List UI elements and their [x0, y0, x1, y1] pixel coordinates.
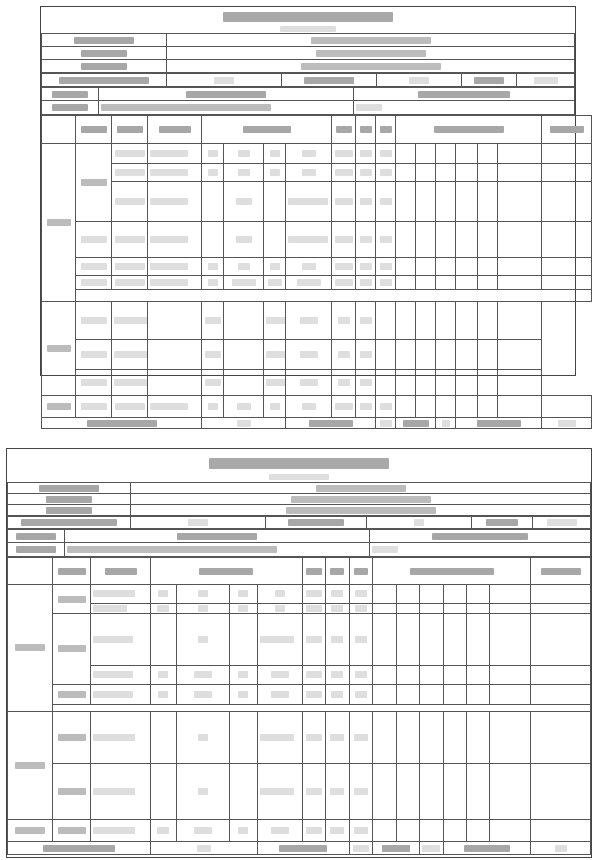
sheet-2-indicator-table: [7, 557, 591, 855]
sheet-2-goal-header: [7, 529, 591, 557]
sheet-2-budget-row: [7, 516, 591, 529]
sheet-2-info-table: [7, 482, 591, 516]
sheet-1-budget-row: [41, 73, 575, 87]
sheet-1-indicator-table: [41, 115, 592, 429]
sheet-1-title-block: [41, 9, 575, 25]
sheet-1-title-bar: [223, 12, 393, 22]
sheet-2: [6, 448, 592, 858]
sheet-1-year-block: [41, 25, 575, 33]
sheet-1: [40, 6, 576, 376]
sheet-1-info-table: [41, 33, 575, 73]
sheet-2-title-bar: [209, 458, 389, 469]
sheet-1-goal-header: [41, 87, 575, 115]
sheet-2-year-block: [7, 472, 591, 482]
sheet-2-title-block: [7, 453, 591, 472]
sheet-1-year-bar: [280, 26, 336, 32]
sheet-2-year-bar: [269, 474, 329, 480]
